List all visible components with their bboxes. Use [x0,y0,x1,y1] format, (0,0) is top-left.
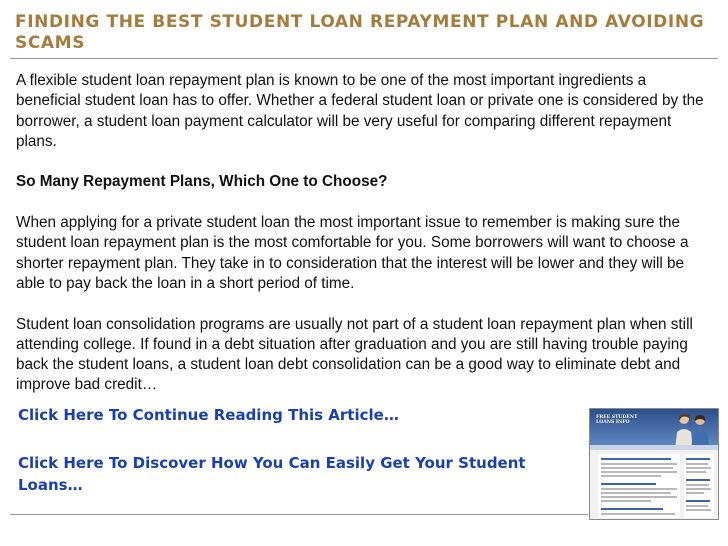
thumbnail-site-title: FREE STUDENT LOANS INFO [596,415,638,425]
section-subheading: So Many Repayment Plans, Which One to Choose? [16,173,388,191]
students-photo-icon [670,410,714,450]
website-screenshot-thumbnail[interactable] [589,408,719,520]
discover-loans-link[interactable]: Click Here To Discover How You Can Easily Get Your Student Loans… [18,454,526,494]
top-divider [10,58,718,59]
paragraph-repayment: When applying for a private student loan the most important issue to remember is making sure the student loan repayment plan is the most comfortable for you. Some borrowers will want to choose a shorter repayment plan. They take in to consideration that the interest will be lower and they will be able to pay back the loan in a short period of time. [16,214,689,292]
continue-reading-link[interactable]: Click Here To Continue Reading This Article… [18,406,399,424]
call-to-action-links [18,404,558,496]
thumbnail-header [590,409,718,445]
page-title: FINDING THE BEST STUDENT LOAN REPAYMENT PLAN AND AVOIDING SCAMS [15,12,705,53]
intro-paragraph: A flexible student loan repayment plan is known to be one of the most important ingredients a beneficial student loan has to offer. Whether a federal student loan or private one is considered by the borrower, a student loan payment calculator will be very useful for comparing different repayment plans. [16,72,704,150]
thumbnail-main-column [598,454,680,518]
thumbnail-sidebar [684,454,714,518]
article-body [16,71,706,416]
thumbnail-nav-bar [590,445,718,450]
bottom-divider [10,514,588,515]
paragraph-consolidation: Student loan consolidation programs are usually not part of a student loan repayment plan when still attending college. If found in a debt situation after graduation and you are still having trouble paying back the student loans, a student loan debt consolidation can be a good way to eliminate debt and improve bad credit… [16,315,693,394]
